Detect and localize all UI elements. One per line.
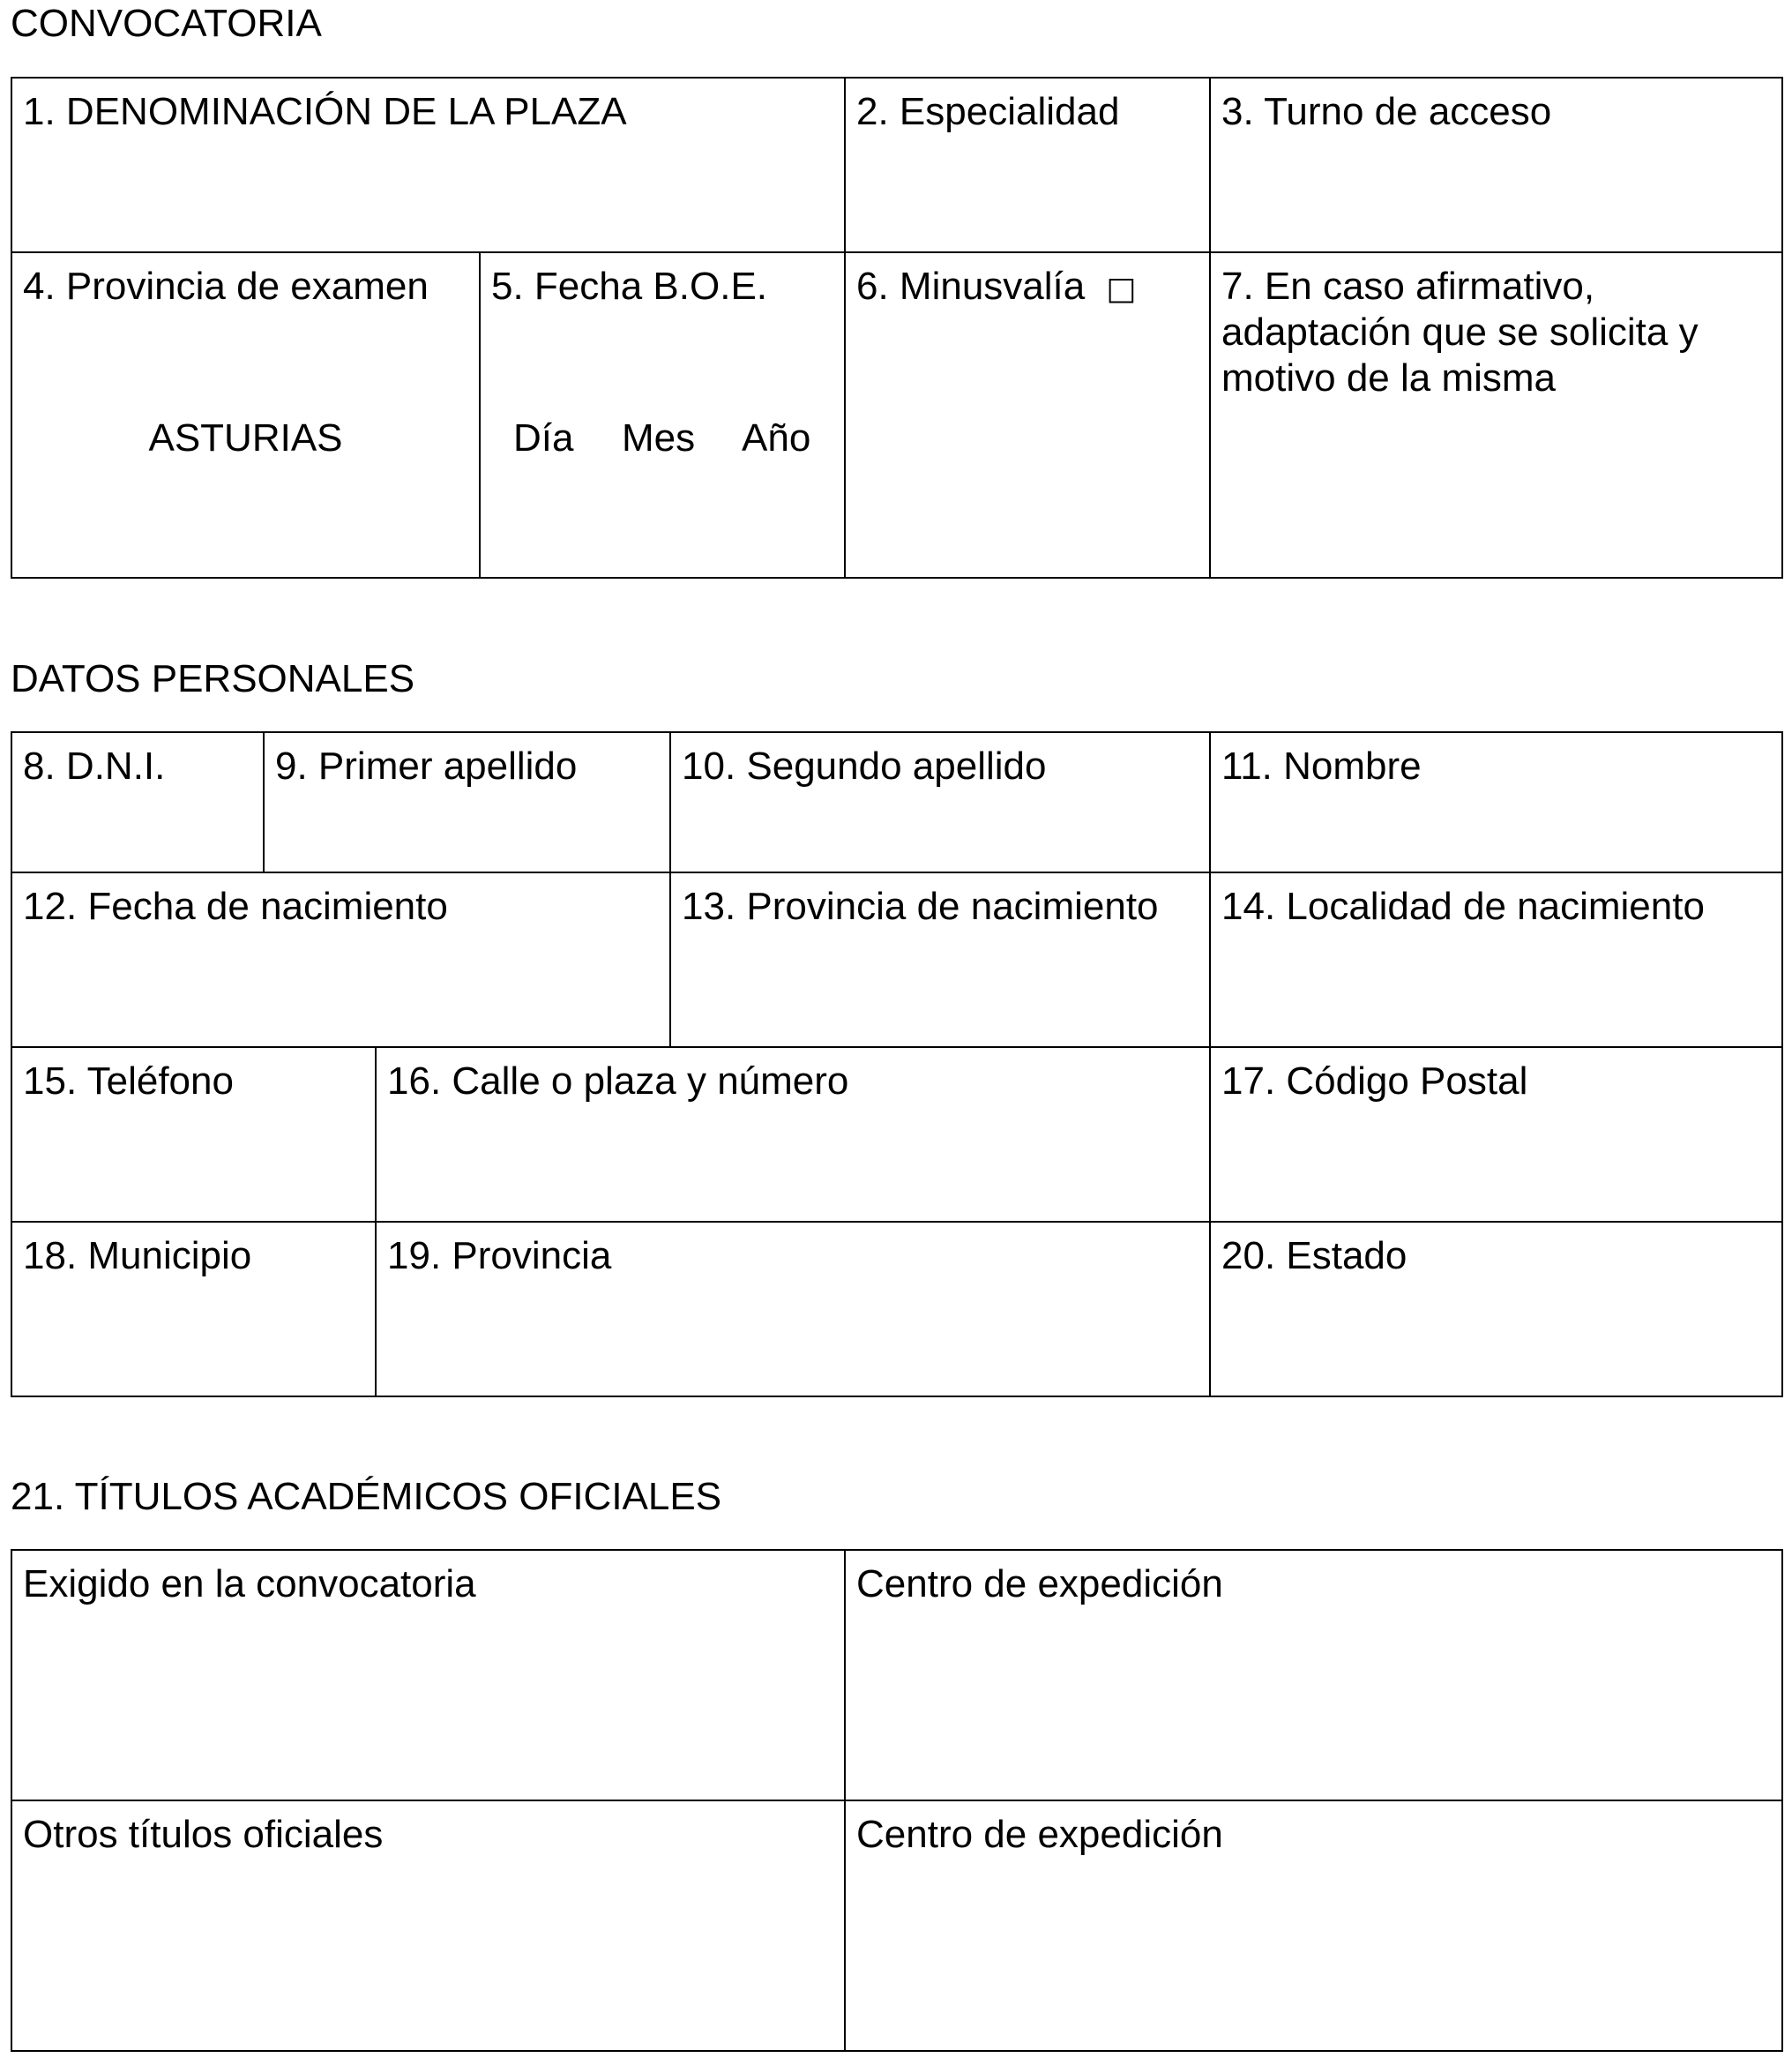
field-codigo-postal[interactable] bbox=[1209, 1046, 1783, 1223]
field-label: 17. Código Postal bbox=[1221, 1059, 1528, 1103]
fecha-boe-mes-label: Mes bbox=[622, 416, 696, 460]
field-calle[interactable] bbox=[375, 1046, 1211, 1223]
field-provincia-nacimiento[interactable] bbox=[669, 872, 1211, 1048]
field-adaptacion[interactable] bbox=[1209, 251, 1783, 579]
minusvalia-checkbox[interactable]: □ bbox=[1106, 271, 1137, 307]
field-label: 10. Segundo apellido bbox=[682, 745, 1047, 788]
field-label: 6. Minusvalía bbox=[856, 265, 1086, 308]
field-primer-apellido[interactable] bbox=[263, 731, 671, 873]
fecha-boe-dia-label: Día bbox=[513, 416, 574, 460]
field-turno-acceso[interactable] bbox=[1209, 77, 1783, 253]
field-label: 8. D.N.I. bbox=[23, 745, 166, 788]
field-otros-titulos[interactable] bbox=[11, 1800, 846, 2052]
field-titulo-exigido[interactable] bbox=[11, 1549, 846, 1801]
provincia-examen-value: ASTURIAS bbox=[148, 416, 343, 460]
field-label: 1. DENOMINACIÓN DE LA PLAZA bbox=[23, 90, 627, 133]
field-fecha-nacimiento[interactable] bbox=[11, 872, 671, 1048]
field-label: 7. En caso afirmativo, adaptación que se solicita y motivo de la misma bbox=[1221, 265, 1699, 400]
field-fecha-boe[interactable] bbox=[479, 251, 846, 579]
field-label-row bbox=[856, 264, 1136, 312]
field-label: 20. Estado bbox=[1221, 1234, 1407, 1277]
field-label: 18. Municipio bbox=[23, 1234, 252, 1277]
section-title-titulos: 21. TÍTULOS ACADÉMICOS OFICIALES bbox=[11, 1475, 722, 1518]
fecha-boe-anio-label: Año bbox=[742, 416, 811, 460]
field-label: 5. Fecha B.O.E. bbox=[491, 265, 768, 308]
field-label: Centro de expedición bbox=[856, 1813, 1223, 1856]
field-label: 9. Primer apellido bbox=[275, 745, 578, 788]
field-segundo-apellido[interactable] bbox=[669, 731, 1211, 873]
field-label: 15. Teléfono bbox=[23, 1059, 234, 1103]
field-label: Exigido en la convocatoria bbox=[23, 1562, 476, 1605]
field-minusvalia[interactable] bbox=[844, 251, 1211, 579]
field-label: 19. Provincia bbox=[387, 1234, 612, 1277]
field-localidad-nacimiento[interactable] bbox=[1209, 872, 1783, 1048]
field-especialidad[interactable] bbox=[844, 77, 1211, 253]
field-municipio[interactable] bbox=[11, 1221, 377, 1397]
field-label: 4. Provincia de examen bbox=[23, 265, 429, 308]
field-estado[interactable] bbox=[1209, 1221, 1783, 1397]
field-centro-expedicion-2[interactable] bbox=[844, 1800, 1783, 2052]
field-label: 16. Calle o plaza y número bbox=[387, 1059, 849, 1103]
section-title-datos-personales: DATOS PERSONALES bbox=[11, 657, 415, 700]
field-label: 14. Localidad de nacimiento bbox=[1221, 885, 1705, 928]
field-label: 12. Fecha de nacimiento bbox=[23, 885, 448, 928]
field-telefono[interactable] bbox=[11, 1046, 377, 1223]
field-provincia-examen[interactable] bbox=[11, 251, 481, 579]
field-label: 11. Nombre bbox=[1221, 745, 1422, 788]
field-label: 13. Provincia de nacimiento bbox=[682, 885, 1159, 928]
field-label: 3. Turno de acceso bbox=[1221, 90, 1552, 133]
field-denominacion-plaza[interactable] bbox=[11, 77, 846, 253]
field-label: Centro de expedición bbox=[856, 1562, 1223, 1605]
section-title-convocatoria: CONVOCATORIA bbox=[11, 2, 322, 45]
field-label: 2. Especialidad bbox=[856, 90, 1120, 133]
field-provincia[interactable] bbox=[375, 1221, 1211, 1397]
field-dni[interactable] bbox=[11, 731, 265, 873]
field-label: Otros títulos oficiales bbox=[23, 1813, 384, 1856]
field-centro-expedicion-1[interactable] bbox=[844, 1549, 1783, 1801]
field-nombre[interactable] bbox=[1209, 731, 1783, 873]
